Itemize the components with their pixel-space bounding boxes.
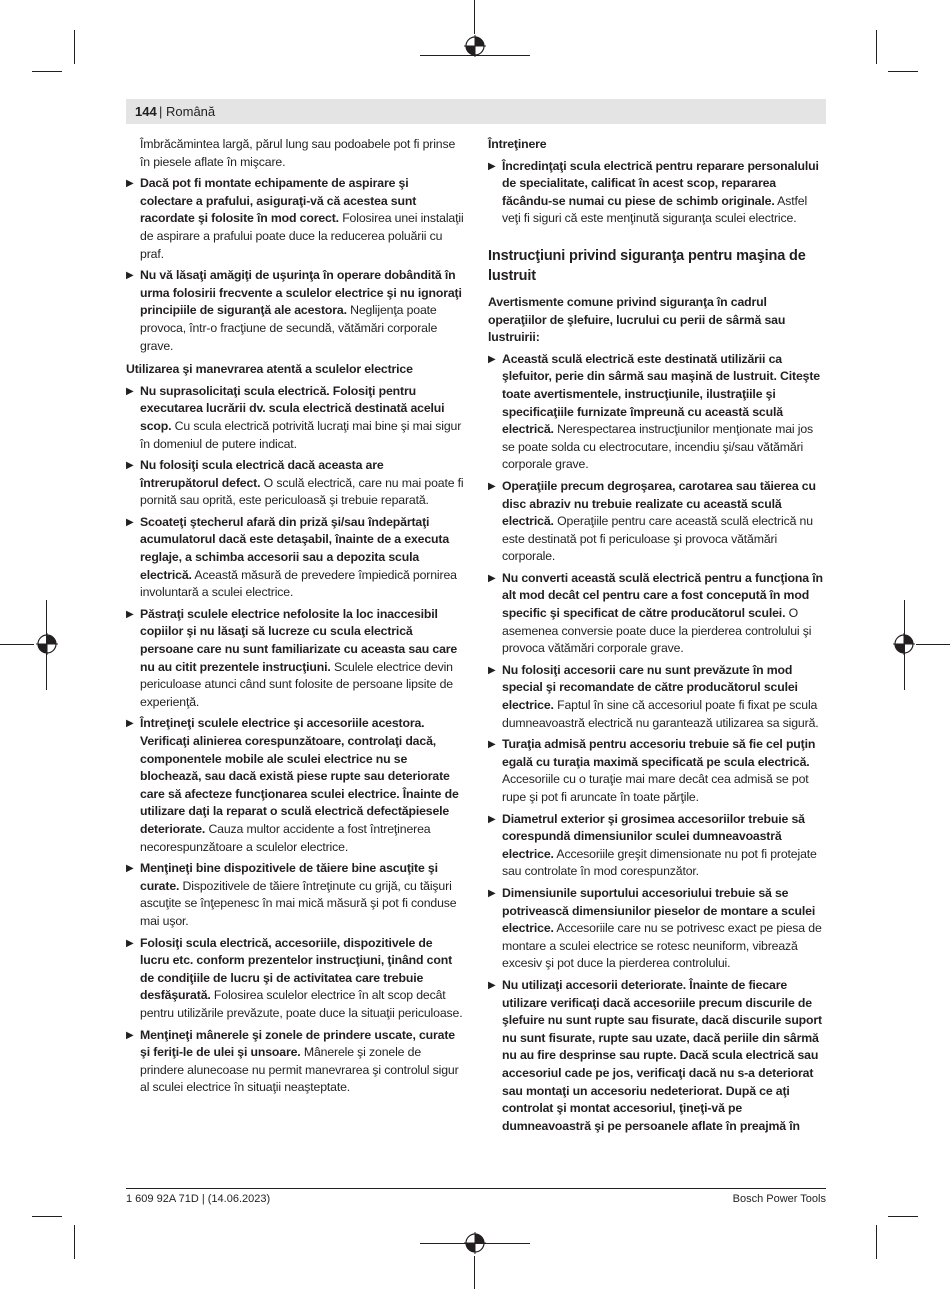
bullet-bold-text: Întreţineţi sculele electrice şi accesoriile acestora. Verificaţi alinierea corespunzătoare, controlaţi dacă, componentele mobile ale sculei electrice nu se blochează, sau dacă există piese rupte sau deteriorate care să afecteze funcţionarea sculei electrice. Înainte de utilizare daţi la reparat o sculă electrică defectăpiesele deteriorate. <box>140 716 459 836</box>
language-label: Română <box>166 104 216 119</box>
bullet-item <box>488 736 826 806</box>
bullet-triangle-icon: ▶ <box>488 813 496 825</box>
crop-mark <box>74 1225 75 1259</box>
bullet-item <box>488 478 826 566</box>
bullet-item <box>488 885 826 973</box>
bullet-normal-text: Faptul în sine că accesoriul poate fi fixat pe scula dumneavoastră electrică nu garantează utilizarea sa sigură. <box>502 698 819 730</box>
crop-mark <box>876 1225 877 1259</box>
crop-mark <box>888 71 918 72</box>
bullet-triangle-icon: ▶ <box>488 353 496 365</box>
bullet-normal-text: Cauza multor accidente a fost întreţinerea necorespunzătoare a sculelor electrice. <box>140 821 431 854</box>
page-header <box>126 99 826 124</box>
registration-mark-icon <box>893 633 915 655</box>
bullet-bold-text: Operaţiile precum degroşarea, carotarea sau tăierea cu disc abraziv nu trebuie realizate cu această sculă electrică. <box>502 478 816 529</box>
bullet-item <box>126 267 464 355</box>
bullet-triangle-icon: ▶ <box>488 480 496 492</box>
bullet-normal-text: Folosirea sculelor electrice în alt scop decât pentru utilizările prevăzute, poate duce la situaţii periculoase. <box>140 988 463 1020</box>
bullet-triangle-icon: ▶ <box>126 608 134 620</box>
registration-mark-icon <box>464 1232 486 1254</box>
bullet-bold-text: Nu converti această sculă electrică pentru a funcţiona în alt mod decât cel pentru care a fost concepută în mod specific şi specificat de către producătorul sculei. <box>502 570 823 621</box>
crop-mark <box>0 644 34 645</box>
bullet-item <box>126 606 464 712</box>
bullet-bold-text: Menţineţi mânerele şi zonele de prindere uscate, curate şi feriţi-le de ulei şi unsoare. <box>140 1027 455 1060</box>
bullet-normal-text: Accesoriile cu o turaţie mai mare decât cea admisă se pot rupe şi pot fi aruncate în toate părţile. <box>502 772 809 804</box>
crop-mark <box>74 30 75 64</box>
bullet-bold-text: Nu suprasolicitaţi scula electrică. Folosiţi pentru executarea lucrării dv. scula electrică destinată acelui scop. <box>140 383 445 433</box>
bullet-normal-text: Astfel veţi fi siguri că este menţinută siguranţa sculei electrice. <box>502 193 808 226</box>
bullet-item <box>126 1027 464 1097</box>
bullet-triangle-icon: ▶ <box>488 664 496 676</box>
bullet-triangle-icon: ▶ <box>126 1029 134 1041</box>
crop-mark <box>916 644 950 645</box>
section-title: Instrucţiuni privind siguranţa pentru maşina de lustruit <box>488 247 806 284</box>
bullet-triangle-icon: ▶ <box>126 937 134 949</box>
bullet-item <box>488 158 826 228</box>
bullet-normal-text: Accesoriile greşit dimensionate nu pot fi protejate sau controlate în mod corespunzător. <box>502 846 817 879</box>
bullet-normal-text: O asemenea conversie poate duce la pierderea controlului şi provoca vătămări corporale grave. <box>502 606 812 656</box>
bullet-normal-text: O sculă electrică, care nu mai poate fi pornită sau oprită, este periculoasă şi trebuie reparată. <box>140 475 464 508</box>
maintenance-heading: Întreţinere <box>488 137 547 151</box>
bullet-normal-text: Neglijenţa poate provoca, într-o fracţiune de secundă, vătămări corporale grave. <box>140 303 438 353</box>
left-column <box>126 136 464 1097</box>
bullet-item <box>488 977 826 1135</box>
bullet-normal-text: Dispozitivele de tăiere întreţinute cu grijă, cu tăişuri ascuţite se înţepenesc în mai mică măsură şi pot fi conduse mai uşor. <box>140 878 457 928</box>
bullet-bold-text: Această sculă electrică este destinată utilizării ca şlefuitor, perie din sârmă sau maşină de lustruit. Citeşte toate avertismentele, instrucţiunile, ilustraţiile şi specificaţiile furnizate împreună cu această sculă electrică. <box>502 351 820 437</box>
bullet-bold-text: Încredinţaţi scula electrică pentru reparare personalului de specialitate, calificat în acest scop, repararea făcându-se numai cu piese de schimb originale. <box>502 158 819 208</box>
crop-mark <box>474 0 475 34</box>
bullet-item <box>488 351 826 474</box>
document-code: 1 609 92A 71D | (14.06.2023) <box>126 1193 271 1205</box>
right-column <box>488 136 826 1135</box>
section-intro: Avertismente comune privind siguranţa în cadrul operaţiilor de şlefuire, lucrului cu perii de sârmă sau lustruirii: <box>488 294 786 345</box>
registration-mark-icon <box>36 633 58 655</box>
bullet-bold-text: Dacă pot fi montate echipamente de aspirare şi colectare a prafului, asiguraţi-vă că acestea sunt racordate şi folosite în mod corect. <box>140 176 417 226</box>
bullet-bold-text: Diametrul exterior şi grosimea accesoriilor trebuie să corespundă dimensiunilor sculei dumneavoastră electrice. <box>502 811 805 861</box>
bullet-normal-text: Această măsură de prevedere împiedică pornirea involuntară a sculei electrice. <box>140 567 457 600</box>
bullet-item <box>488 811 826 881</box>
bullet-bold-text: Nu folosiţi scula electrică dacă aceasta are întrerupătorul defect. <box>140 458 384 490</box>
crop-mark <box>32 71 62 72</box>
bullet-item <box>126 383 464 453</box>
bullet-triangle-icon: ▶ <box>126 516 134 528</box>
maintenance-list <box>488 158 826 228</box>
bullet-triangle-icon: ▶ <box>488 887 496 899</box>
bullet-bold-text: Nu utilizaţi accesorii deteriorate. Înainte de fiecare utilizare verificaţi dacă accesoriile precum discurile de şlefuire nu sunt rupte sau fisurate, dacă discurile suport nu sunt fisurate, rupte sau uzate, dacă periile din sârmă nu au fire desprinse sau rupte. Dacă scula electrică sau accesoriul cade pe jos, verificaţi dacă nu s-a deteriorat sau montaţi un accesoriu nedeteriorat. După ce aţi controlat şi montat accesoriul, ţineţi-vă pe dumneavoastră şi pe persoanele aflate în preajmă în <box>502 977 822 1133</box>
bullet-triangle-icon: ▶ <box>488 160 496 172</box>
bullet-triangle-icon: ▶ <box>126 863 134 875</box>
bullet-normal-text: Nerespectarea instrucţiunilor menţionate mai jos se poate solda cu electrocutare, incendiu şi/sau vătămări corporale grave. <box>502 422 814 472</box>
bullet-item <box>488 570 826 658</box>
bullet-normal-text: Cu scula electrică potrivită lucraţi mai bine şi mai sigur în domeniul de putere indicat. <box>140 418 462 451</box>
bullet-item <box>126 514 464 602</box>
bullet-bold-text: Turaţia admisă pentru accesoriu trebuie să fie cel puţin egală cu turaţia maximă specificată pe scula electrică. <box>502 737 816 769</box>
crop-mark <box>32 1216 62 1217</box>
crop-mark <box>474 1256 475 1289</box>
bullet-triangle-icon: ▶ <box>126 718 134 730</box>
bullet-triangle-icon: ▶ <box>126 270 134 282</box>
brand-name: Bosch Power Tools <box>732 1193 826 1205</box>
bullet-normal-text: Accesoriile care nu se potrivesc exact pe piesa de montare a sculei electrice se rotesc neuniform, vibrează excesiv şi pot duce la pierderea controlului. <box>502 921 822 971</box>
bullet-normal-text: Sculele electrice devin periculoase atunci când sunt folosite de persoane lipsite de experienţă. <box>140 659 453 709</box>
bullet-triangle-icon: ▶ <box>126 385 134 397</box>
bullet-item <box>126 860 464 930</box>
bullet-triangle-icon: ▶ <box>126 460 134 472</box>
continuation-text: Îmbrăcămintea largă, părul lung sau podoabele pot fi prinse în piesele aflate în mişcare. <box>140 137 456 169</box>
bullet-bold-text: Nu vă lăsaţi amăgiţi de uşurinţa în operare dobândită în urma folosirii frecvente a sculelor electrice şi nu ignoraţi principiile de siguranţă ale acestora. <box>140 268 462 318</box>
bullet-bold-text: Scoateţi ştecherul afară din priză şi/sau îndepărtaţi acumulatorul dacă este detaşabil, înainte de a executa reglaje, a schimba accesorii sau a depozita scula electrică. <box>140 514 450 582</box>
bullet-bold-text: Dimensiunile suportului accesoriului trebuie să se potrivească dimensiunilor pieselor de montare a sculei electrice. <box>502 885 816 936</box>
bullet-normal-text: Operaţiile pentru care această sculă electrică nu este destinată pot fi periculoase şi provoca vătămări corporale. <box>502 514 813 564</box>
bullet-bold-text: Nu folosiţi accesorii care nu sunt prevăzute în mod special şi recomandate de către producătorul sculei electrice. <box>502 662 798 713</box>
bullet-triangle-icon: ▶ <box>488 739 496 751</box>
bullet-item <box>126 935 464 1023</box>
bullet-bold-text: Folosiţi scula electrică, accesoriile, dispozitivele de lucru etc. conform prezentelor instrucţiuni, ţinând cont de condiţiile de lucru şi de activitatea care trebuie desfăşurată. <box>140 935 453 1003</box>
bullet-normal-text: Mânerele şi zonele de prindere alunecoase nu permit manevrarea şi controlul sigur al sculei electrice în situaţii neaşteptate. <box>140 1045 459 1095</box>
page-language: | Română <box>159 104 216 119</box>
crop-mark <box>888 1216 918 1217</box>
safety-list <box>488 351 826 1136</box>
page-number: 144 <box>135 104 157 119</box>
bullet-item <box>488 662 826 732</box>
bullet-bold-text: Păstraţi sculele electrice nefolosite la loc inaccesibil copiilor şi nu lăsaţi să lucreze cu scula electrică persoane care nu sunt familiarizate cu aceasta sau care nu au citit prezentele instrucţiuni. <box>140 606 458 674</box>
left-list-2 <box>126 383 464 1097</box>
bullet-item <box>126 457 464 510</box>
bullet-item <box>126 175 464 263</box>
footer-rule <box>126 1188 826 1189</box>
section-subheading: Utilizarea şi manevrarea atentă a sculelor electrice <box>126 362 413 377</box>
bullet-bold-text: Menţineţi bine dispozitivele de tăiere bine ascuţite şi curate. <box>140 861 438 893</box>
bullet-normal-text: Folosirea unei instalaţii de aspirare a prafului poate duce la reducerea poluării cu praf. <box>140 211 464 261</box>
registration-mark-icon <box>464 35 486 57</box>
bullet-triangle-icon: ▶ <box>488 979 496 991</box>
left-list-1 <box>126 175 464 355</box>
crop-mark <box>876 30 877 64</box>
bullet-triangle-icon: ▶ <box>126 178 134 190</box>
bullet-item <box>126 715 464 856</box>
bullet-triangle-icon: ▶ <box>488 572 496 584</box>
